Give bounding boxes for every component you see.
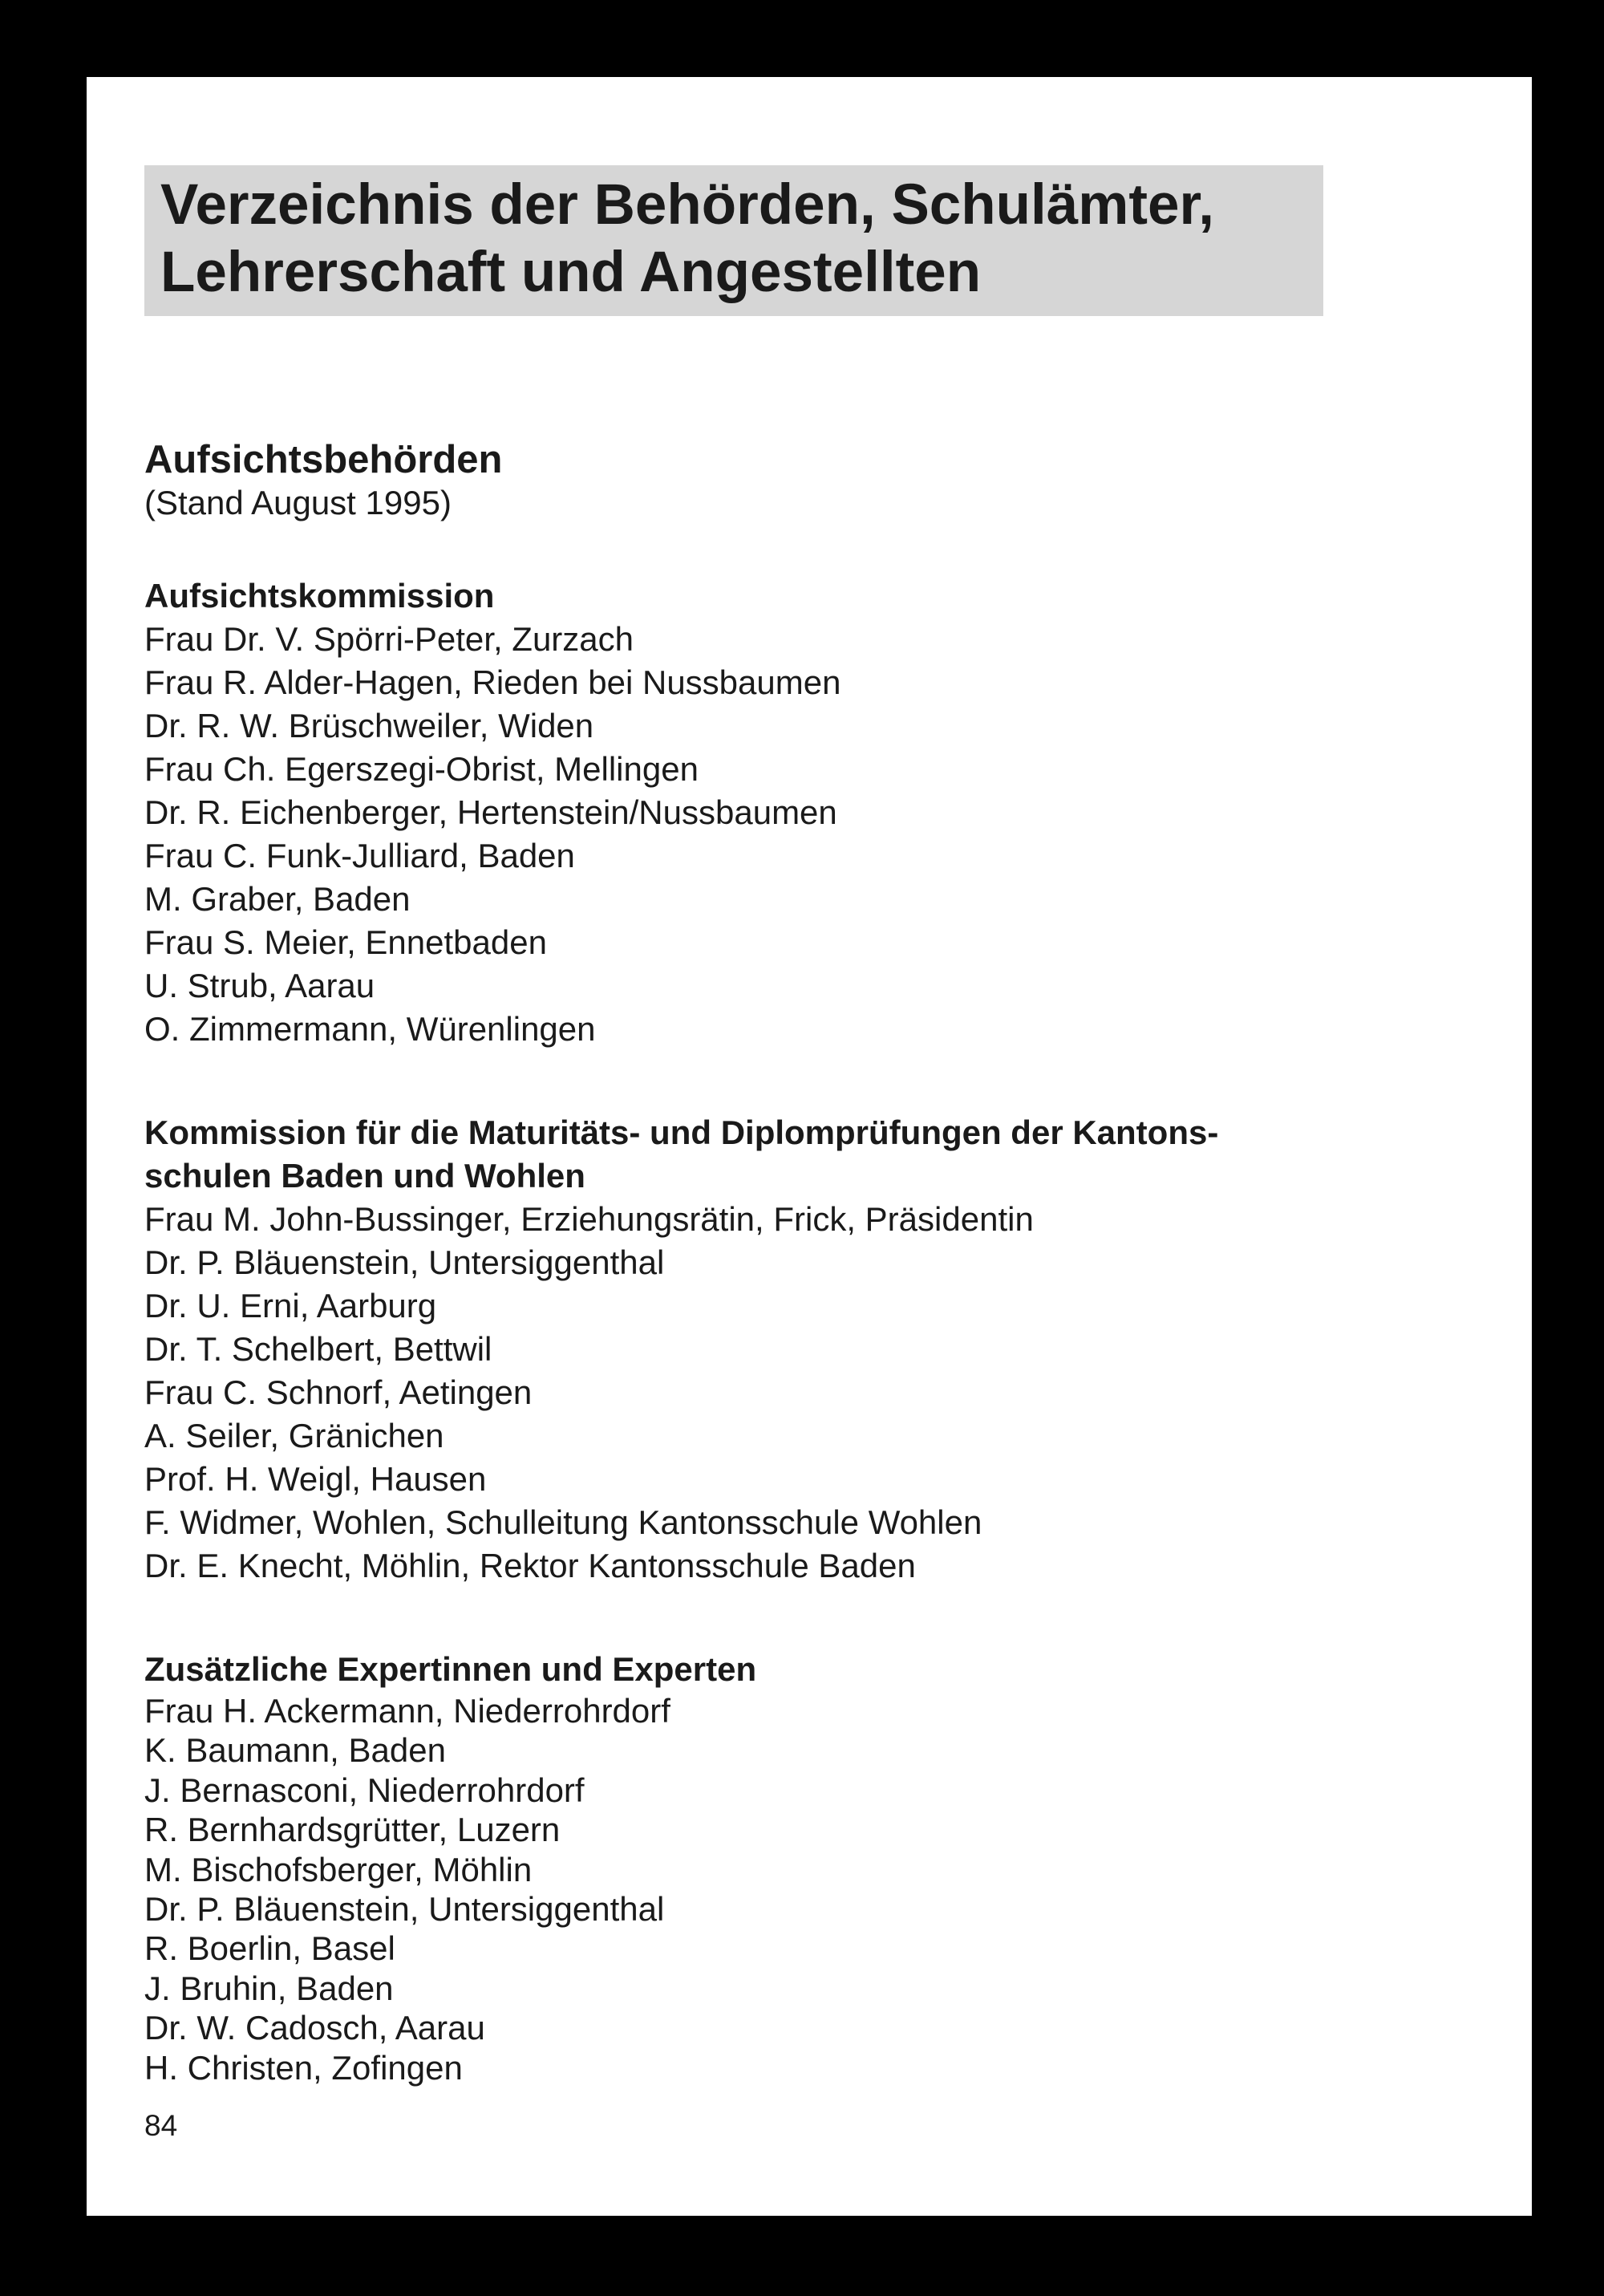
status-note: (Stand August 1995) — [144, 484, 452, 521]
section-expertinnen-experten — [144, 1648, 1347, 2087]
list-item: Frau Ch. Egerszegi-Obrist, Mellingen — [144, 750, 699, 788]
list-item: Dr. T. Schelbert, Bettwil — [144, 1330, 492, 1368]
list-item: Frau H. Ackermann, Niederrohrdorf — [144, 1692, 670, 1730]
list-item: H. Christen, Zofingen — [144, 2048, 463, 2087]
list-item: J. Bernasconi, Niederrohrdorf — [144, 1771, 585, 1809]
title-banner — [144, 165, 1323, 316]
list-item: Dr. E. Knecht, Möhlin, Rektor Kantonsschule Baden — [144, 1547, 916, 1584]
main-heading-block — [144, 437, 1347, 524]
list-item: Dr. R. Eichenberger, Hertenstein/Nussbaumen — [144, 793, 837, 831]
list-item: Dr. U. Erni, Aarburg — [144, 1287, 437, 1324]
page-number: 84 — [144, 2109, 178, 2142]
list-item: Dr. P. Bläuenstein, Untersiggenthal — [144, 1890, 665, 1929]
title-line-1: Verzeichnis der Behörden, Schulämter, — [160, 173, 1214, 237]
member-list — [144, 1691, 1347, 2087]
section-heading: Zusätzliche Expertinnen und Experten — [144, 1650, 757, 1688]
main-heading: Aufsichtsbehörden — [144, 438, 503, 481]
title-line-2: Lehrerschaft und Angestellten — [160, 241, 982, 304]
list-item: R. Boerlin, Basel — [144, 1929, 395, 1968]
section-pruefungskommission — [144, 1111, 1347, 1588]
list-item: R. Bernhardsgrütter, Luzern — [144, 1811, 561, 1849]
list-item: Dr. R. W. Brüschweiler, Widen — [144, 707, 594, 744]
list-item: F. Widmer, Wohlen, Schulleitung Kantonsschule Wohlen — [144, 1503, 982, 1541]
list-item: U. Strub, Aarau — [144, 967, 375, 1004]
list-item: Frau Dr. V. Spörri-Peter, Zurzach — [144, 620, 634, 658]
list-item: J. Bruhin, Baden — [144, 1969, 394, 2007]
member-list — [144, 1198, 1347, 1588]
list-item: Frau R. Alder-Hagen, Rieden bei Nussbaumen — [144, 663, 841, 701]
section-heading-line-1: Kommission für die Maturitäts- und Diplomprüfungen der Kantons- — [144, 1114, 1219, 1151]
list-item: Frau M. John-Bussinger, Erziehungsrätin, Frick, Präsidentin — [144, 1200, 1034, 1238]
list-item: Dr. P. Bläuenstein, Untersiggenthal — [144, 1243, 665, 1281]
list-item: K. Baumann, Baden — [144, 1731, 446, 1770]
list-item: Prof. H. Weigl, Hausen — [144, 1460, 487, 1498]
section-aufsichtskommission — [144, 574, 1347, 1051]
list-item: O. Zimmermann, Würenlingen — [144, 1010, 596, 1048]
member-list — [144, 618, 1347, 1051]
list-item: Dr. W. Cadosch, Aarau — [144, 2009, 485, 2047]
section-heading-line-2: schulen Baden und Wohlen — [144, 1157, 585, 1195]
list-item: Frau C. Funk-Julliard, Baden — [144, 837, 575, 874]
list-item: Frau S. Meier, Ennetbaden — [144, 923, 547, 961]
list-item: M. Graber, Baden — [144, 880, 411, 918]
list-item: Frau C. Schnorf, Aetingen — [144, 1373, 533, 1411]
section-heading: Aufsichtskommission — [144, 577, 495, 615]
list-item: M. Bischofsberger, Möhlin — [144, 1850, 533, 1888]
list-item: A. Seiler, Gränichen — [144, 1417, 444, 1454]
